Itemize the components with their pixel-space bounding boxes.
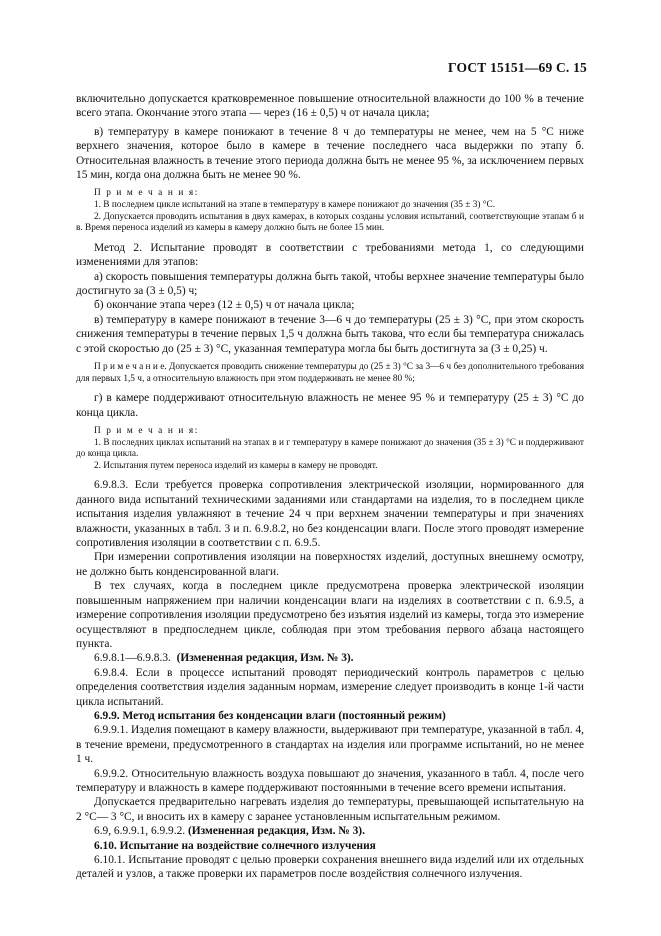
clause-6-9-8-4: 6.9.8.4. Если в процессе испытаний проводят периодический контроль параметров с целью определения соответствия изделия заданным нормам, измерение следует производить в конце 1-й части цикла испытаний. — [76, 666, 584, 708]
list-item-v: в) температуру в камере понижают в течение 3—6 ч до температуры (25 ± 3) °С, при этом скорость снижения температуры в течение первых 1,5 ч должна быть такова, что если бы температура снижалась с этой скоростью до (25 ± 3) °С, указанная температура могла бы быть достигнута за (3 ± 0,25) ч. — [76, 313, 584, 355]
list-item-g: г) в камере поддерживают относительную влажность не менее 95 % и температуру (25 ± 3) °С до конца цикла. — [76, 392, 584, 419]
notes-heading: П р и м е ч а н и я: — [94, 426, 199, 437]
clause-6-9-8-3: 6.9.8.3. Если требуется проверка сопротивления электрической изоляции, нормированного для данного вида испытаний техническими заданиями или стандартами на изделия, то в последнем цикле испытания изделия увлажняют в течение 24 ч при верхнем значении температуры и при значениях влажности, указанных в табл. 3 и п. 6.9.8.2, но без конденсации влаги. После этого проводят измерение сопротивления изоляции в соответствии с п. 6.9.5. — [76, 479, 584, 550]
list-item-v: в) температуру в камере понижают в течение 8 ч до температуры не менее, чем на 5 °С ниже верхнего значения, которое было в камере в течение последнего часа выдержки по этапу б. Относительная влажность в течение этого периода должна быть не менее 95 %, за исключением первых 15 мин, когда она должна быть не менее 90 %. — [76, 125, 584, 182]
amendment-note — [76, 651, 584, 665]
amendment-label: (Измененная редакция, Изм. № 3). — [176, 652, 354, 665]
list-item-b: б) окончание этапа через (12 ± 0,5) ч от начала цикла; — [94, 299, 355, 312]
note-item: 1. В последнем цикле испытаний на этапе в температуру в камере понижают до значения (35 ± 3) °С. — [94, 200, 496, 211]
paragraph: При измерении сопротивления изоляции на поверхностях изделий, доступных внешнему осмотру, не должно быть конденсированной влаги. — [76, 551, 584, 578]
clause-number: 6.9, 6.9.9.1, 6.9.9.2. — [94, 825, 186, 838]
note-single: П р и м е ч а н и е. Допускается проводить снижение температуры до (25 ± 3) °С за 3—6 ч без дополнительного требования для первых 1,5 ч, а относительную влажность при этом поддерживать не менее 80 %; — [76, 362, 584, 384]
page-content — [76, 92, 584, 882]
note-item: 2. Испытания путем переноса изделий из камеры в камеру не проводят. — [94, 460, 378, 471]
note-item: 1. В последних циклах испытаний на этапах в и г температуру в камере понижают до значения (35 ± 3) °С и поддерживают до конца цикла. — [76, 437, 584, 460]
clause-number: 6.9.8.1—6.9.8.3. — [94, 652, 171, 665]
amendment-label: (Измененная редакция, Изм. № 3). — [187, 825, 365, 838]
clause-6-10-1: 6.10.1. Испытание проводят с целью проверки сохранения внешнего вида изделий или их отдельных деталей и узлов, а также проверки их параметров после воздействия солнечного излучения. — [76, 854, 584, 881]
paragraph: Допускается предварительно нагревать изделия до температуры, превышающей испытательную на 2 °С— 3 °С, и вносить их в камеру с заранее установленным испытательным режимом. — [76, 796, 584, 823]
section-heading-6-9-9: 6.9.9. Метод испытания без конденсации влаги (постоянный режим) — [94, 709, 446, 722]
paragraph-method-2: Метод 2. Испытание проводят в соответствии с требованиями метода 1, со следующими изменениями для этапов: — [76, 241, 584, 269]
notes-heading: П р и м е ч а н и я: — [94, 188, 199, 199]
paragraph: включительно допускается кратковременное повышение относительной влажности до 100 % в течение всего этапа. Окончание этого этапа — через (16 ± 0,5) ч от начала цикла; — [76, 93, 584, 120]
list-item-a: а) скорость повышения температуры должна быть такой, чтобы верхнее значение температуры было достигнуто за (3 ± 0,5) ч; — [76, 270, 584, 298]
note-item: 2. Допускается проводить испытания в двух камерах, в которых созданы условия испытаний, соответствующие этапам б и в. Время переноса изделий из камеры в камеру должно быть не более 15 мин. — [76, 211, 584, 234]
paragraph: В тех случаях, когда в последнем цикле предусмотрена проверка электрической изоляции повышенным напряжением при наличии конденсации влаги на изделиях в соответствии с п. 6.9.5, а измерение сопротивления изоляции предусмотрено без изъятия изделий из камеры, тогда это измерение осуществляют в предпоследнем цикле, соблюдая при этом требования первого абзаца настоящего пункта. — [76, 580, 584, 650]
clause-6-9-9-1: 6.9.9.1. Изделия помещают в камеру влажности, выдерживают при температуре, указанной в табл. 4, в течение времени, предусмотренного в стандартах на изделия или программе испытаний, но не менее 1 ч. — [76, 724, 584, 766]
page-header: ГОСТ 15151—69 С. 15 — [448, 60, 587, 75]
section-heading-6-10: 6.10. Испытание на воздействие солнечного излучения — [94, 839, 376, 852]
amendment-note — [76, 824, 584, 838]
clause-6-9-9-2: 6.9.9.2. Относительную влажность воздуха повышают до значения, указанного в табл. 4, после чего температуру и влажность в камере поддерживают постоянными в течение всего времени испытания. — [76, 767, 584, 794]
